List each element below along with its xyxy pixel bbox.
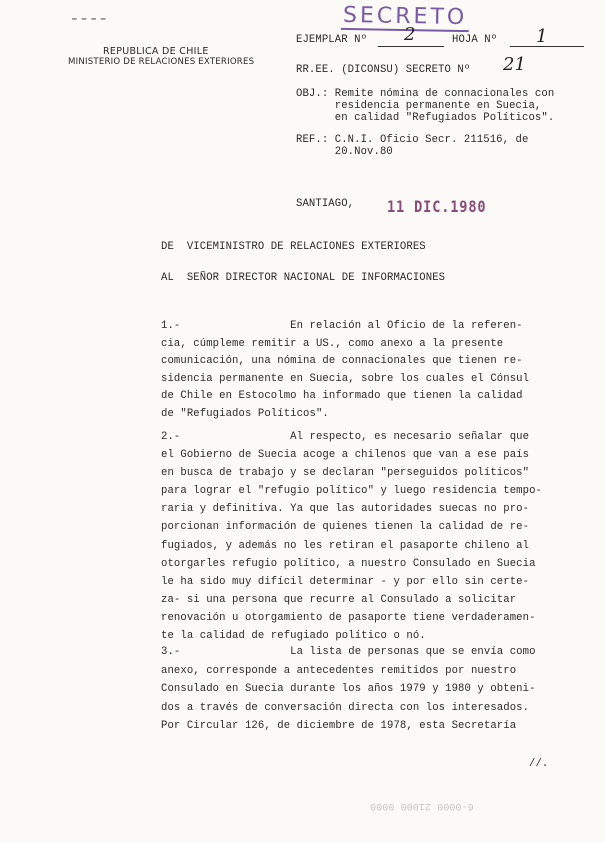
paragraph-line: te la calidad de refugiado político o nó.	[161, 630, 426, 643]
ref-line: REF.: C.N.I. Oficio Secr. 211516, de	[296, 134, 529, 146]
paragraph-line: en busca de trabajo y se declaran "perseguidos políticos"	[161, 467, 530, 480]
paragraph-line: porcionan información de quienes tienen la calidad de re-	[161, 521, 530, 534]
ejemplar-underline	[378, 46, 444, 47]
obj-block	[296, 88, 554, 124]
date-stamp: 11 DIC.1980	[387, 197, 487, 216]
paragraph-line: comunicación, una nómina de connacionales que tienen re-	[161, 355, 523, 368]
paragraph-line: de Chile en Estocolmo ha informado que tienen la calidad	[161, 390, 523, 403]
ejemplar-label: EJEMPLAR Nº	[296, 34, 368, 46]
rree-label: RR.EE. (DICONSU) SECRETO Nº	[296, 64, 471, 76]
paragraph-line: le ha sido muy difícil determinar - y por ello sin certe-	[161, 575, 530, 588]
paragraph-line: raria y definitiva. Ya que las autoridades suecas no pro-	[161, 503, 530, 516]
paragraph-line: de "Refugiados Políticos".	[161, 407, 329, 420]
to-line: AL SEÑOR DIRECTOR NACIONAL DE INFORMACIONES	[161, 272, 446, 284]
paragraph-line: anexo, corresponde a antecedentes remitidos por nuestro	[161, 664, 517, 677]
paragraph-line: Por Circular 126, de diciembre de 1978, esta Secretaría	[161, 720, 517, 733]
continuation-mark: //.	[529, 758, 549, 770]
ref-block	[296, 134, 528, 158]
paragraph-line: otorgarles refugio político, a nuestro Consulado en Suecia	[161, 557, 536, 570]
secret-stamp: SECRETO	[341, 3, 470, 32]
santiago-label: SANTIAGO,	[296, 198, 355, 210]
paragraph-line: Consulado en Suecia durante los años 1979 y 1980 y obteni-	[161, 683, 536, 696]
obj-line: OBJ.: Remite nómina de connacionales con	[296, 88, 555, 100]
paragraph-line: dos a través de conversación directa con los interesados.	[161, 701, 530, 714]
paragraph-line: 2.- Al respecto, es necesario señalar que	[161, 431, 530, 443]
from-line: DE VICEMINISTRO DE RELACIONES EXTERIORES	[161, 241, 426, 253]
paragraph-line: el Gobierno de Suecia acoge a chilenos que van a ese país	[161, 449, 530, 462]
hoja-value: 1	[536, 26, 548, 47]
corner-mark: ▬ ▬ ▬ ▬	[72, 14, 106, 23]
paragraph-3	[161, 643, 536, 736]
rree-value: 21	[503, 54, 526, 75]
obj-line: residencia permanente en Suecia,	[296, 100, 542, 112]
paragraph-line: za- si una persona que recurre al Consulado a solicitar	[161, 593, 517, 606]
ejemplar-value: 2	[404, 24, 416, 45]
paragraph-line: renovación u otorgamiento de pasaporte tiene verdaderamen-	[161, 611, 536, 624]
paragraph-line: 3.- La lista de personas que se envía como	[161, 646, 536, 658]
ref-line: 20.Nov.80	[296, 146, 393, 158]
paragraph-line: para lograr el "refugio político" y luego residencia tempo-	[161, 485, 542, 498]
paragraph-line: 1.- En relación al Oficio de la referen-	[161, 320, 523, 332]
paragraph-line: cia, cúmpleme remitir a US., como anexo a la presente	[161, 337, 504, 350]
paragraph-1	[161, 318, 529, 424]
hoja-label: HOJA Nº	[452, 34, 498, 46]
paragraph-line: fugiados, y además no les retiran el pasaporte chileno al	[161, 539, 530, 552]
ministry-header: MINISTERIO DE RELACIONES EXTERIORES	[68, 57, 255, 67]
republic-header: REPUBLICA DE CHILE	[103, 46, 209, 57]
bottom-code: 6-0000 21000 0000	[370, 800, 474, 811]
paragraph-line: sidencia permanente en Suecia, sobre los cuales el Cónsul	[161, 372, 530, 385]
paragraph-2	[161, 428, 542, 645]
obj-line: en calidad "Refugiados Políticos".	[296, 112, 555, 124]
